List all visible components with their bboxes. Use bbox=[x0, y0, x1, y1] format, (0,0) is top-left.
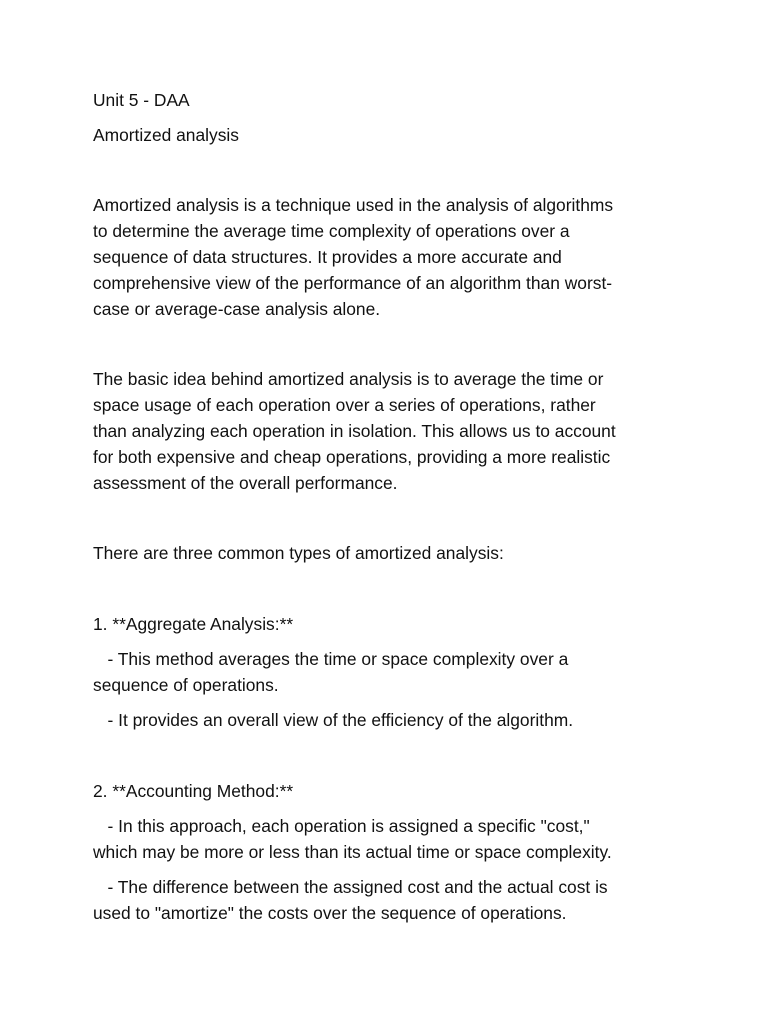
topic-title: Amortized analysis bbox=[93, 125, 239, 145]
bullet-line: - The difference between the assigned cost and the actual cost is bbox=[93, 877, 608, 897]
paragraph-1-line: comprehensive view of the performance of an algorithm than worst- bbox=[93, 273, 613, 293]
bullet-line: used to "amortize" the costs over the sequence of operations. bbox=[93, 903, 567, 923]
paragraph-1-line: case or average-case analysis alone. bbox=[93, 299, 381, 319]
bullet-line: - In this approach, each operation is assigned a specific "cost," bbox=[93, 816, 590, 836]
paragraph-1-line: to determine the average time complexity of operations over a bbox=[93, 221, 570, 241]
paragraph-2-line: than analyzing each operation in isolation. This allows us to account bbox=[93, 421, 616, 441]
unit-heading: Unit 5 - DAA bbox=[93, 90, 190, 110]
section-heading: 1. **Aggregate Analysis:** bbox=[93, 614, 294, 634]
paragraph-2-line: The basic idea behind amortized analysis is to average the time or bbox=[93, 369, 604, 389]
paragraph-2-line: for both expensive and cheap operations, providing a more realistic bbox=[93, 447, 611, 467]
section-heading: 2. **Accounting Method:** bbox=[93, 781, 294, 801]
bullet-line: - This method averages the time or space complexity over a bbox=[93, 649, 569, 669]
paragraph-1-line: Amortized analysis is a technique used in the analysis of algorithms bbox=[93, 195, 614, 215]
bullet-line: which may be more or less than its actual time or space complexity. bbox=[93, 842, 612, 862]
types-intro: There are three common types of amortized analysis: bbox=[93, 543, 504, 563]
paragraph-1-line: sequence of data structures. It provides a more accurate and bbox=[93, 247, 562, 267]
bullet-line: - It provides an overall view of the efficiency of the algorithm. bbox=[93, 710, 574, 730]
paragraph-2-line: assessment of the overall performance. bbox=[93, 473, 398, 493]
paragraph-2-line: space usage of each operation over a series of operations, rather bbox=[93, 395, 596, 415]
bullet-line: sequence of operations. bbox=[93, 675, 279, 695]
